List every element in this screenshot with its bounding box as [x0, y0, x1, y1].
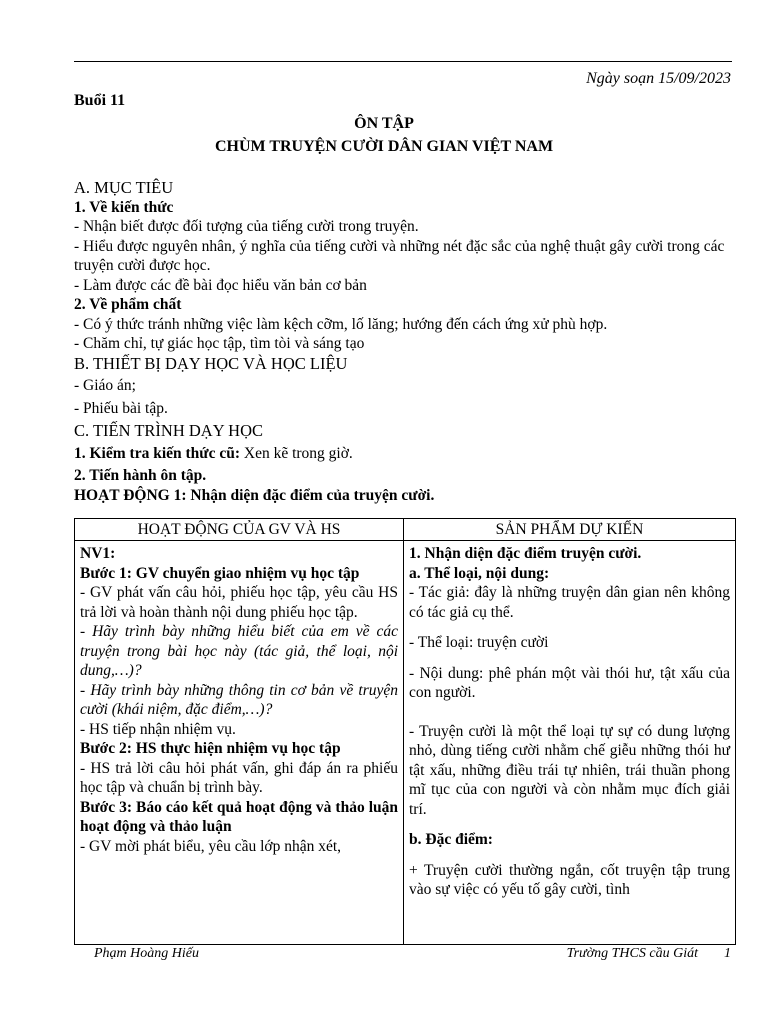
step-3-heading: Bước 3: Báo cáo kết quả hoạt động và thảo luận hoạt động và thảo luận [80, 798, 398, 835]
header-rule [74, 61, 732, 62]
step-1-text: - GV phát vấn câu hỏi, phiếu học tập, yêu cầu HS trả lời và hoàn thành nội dung phiếu học tập. [80, 584, 398, 621]
section-c-heading: C. TIẾN TRÌNH DẠY HỌC [74, 421, 263, 440]
product-cell [404, 541, 736, 945]
material-item: - Giáo án; [74, 377, 136, 394]
session-label: Buổi 11 [74, 92, 126, 109]
genre-text: - Thể loại: truyện cười [409, 634, 549, 651]
knowledge-item: - Hiểu được nguyên nhân, ý nghĩa của tiếng cười và những nét đặc sắc của nghệ thuật gây cười trong các truyện cười được học. [74, 237, 725, 274]
genre-content-heading: a. Thể loại, nội dung: [409, 564, 550, 582]
product-heading: 1. Nhận diện đặc điểm truyện cười. [409, 545, 642, 562]
quality-item: - Chăm chỉ, tự giác học tập, tìm tòi và sáng tạo [74, 335, 365, 352]
review-step-1-text: Xen kẽ trong giờ. [240, 444, 353, 462]
knowledge-item: - Làm được các đề bài đọc hiểu văn bản cơ bản [74, 276, 367, 294]
features-heading: b. Đặc điểm: [409, 831, 493, 848]
review-step-1 [74, 444, 734, 464]
author-text: - Tác giả: đây là những truyện dân gian nên không có tác giả cụ thể. [409, 584, 730, 621]
prep-date: Ngày soạn 15/09/2023 [586, 70, 731, 87]
table-row [75, 541, 736, 945]
quality-item: - Có ý thức tránh những việc làm kệch cỡm, lố lăng; hướng đến cách ứng xử phù hợp. [74, 315, 608, 333]
col-header-activity: HOẠT ĐỘNG CỦA GV VÀ HS [75, 519, 404, 541]
question-1: - Hãy trình bày những hiểu biết của em về các truyện trong bài học này (tác giả, thể loại, nội dung,…)? [80, 623, 398, 679]
task-label: NV1: [80, 545, 116, 562]
step-2-heading: Bước 2: HS thực hiện nhiệm vụ học tập [80, 740, 341, 757]
material-item: - Phiếu bài tập. [74, 399, 168, 417]
review-step-1-label: 1. Kiểm tra kiến thức cũ: [74, 444, 240, 462]
table-header-row [75, 519, 736, 541]
definition-text: - Truyện cười là một thể loại tự sự có dung lượng nhỏ, dùng tiếng cười nhằm chế giễu những thói hư tật xấu, những điều trái tự nhiên, trái thuần phong mĩ tục của con người và còn nhằm mục đích giải trí. [409, 722, 730, 818]
feature-text: + Truyện cười thường ngắn, cốt truyện tập trung vào sự việc có yếu tố gây cười, tình [409, 861, 730, 898]
activity-cell [75, 541, 404, 945]
step-2-text: - HS trả lời câu hỏi phát vấn, ghi đáp án ra phiếu học tập và chuẩn bị trình bày. [80, 759, 398, 796]
lesson-title: ÔN TẬP [354, 115, 414, 132]
section-a-heading: A. MỤC TIÊU [74, 178, 174, 197]
knowledge-heading: 1. Về kiến thức [74, 198, 174, 216]
footer-author: Phạm Hoàng Hiếu [94, 946, 199, 961]
step-3-text: - GV mời phát biểu, yêu cầu lớp nhận xét, [80, 837, 342, 855]
activity-heading: HOẠT ĐỘNG 1: Nhận diện đặc điểm của truyện cười. [74, 486, 435, 504]
question-2: - Hãy trình bày những thông tin cơ bản về truyện cười (khái niệm, đặc điểm,…)? [80, 681, 398, 718]
hs-receive-text: - HS tiếp nhận nhiệm vụ. [80, 720, 236, 738]
step-1-heading: Bước 1: GV chuyển giao nhiệm vụ học tập [80, 564, 360, 582]
lesson-subtitle: CHÙM TRUYỆN CƯỜI DÂN GIAN VIỆT NAM [214, 138, 554, 155]
col-header-product: SẢN PHẨM DỰ KIẾN [404, 519, 736, 541]
footer-right [567, 946, 731, 962]
document-body [74, 178, 734, 505]
knowledge-item: - Nhận biết được đối tượng của tiếng cười trong truyện. [74, 218, 419, 235]
content-text: - Nội dung: phê phán một vài thói hư, tật xấu của con người. [409, 664, 730, 701]
review-step-2: 2. Tiến hành ôn tập. [74, 467, 207, 484]
section-b-heading: B. THIẾT BỊ DẠY HỌC VÀ HỌC LIỆU [74, 353, 348, 373]
page-number: 1 [724, 946, 731, 961]
quality-heading: 2. Về phẩm chất [74, 296, 182, 313]
footer-school: Trường THCS cầu Giát [566, 946, 698, 961]
lesson-plan-table [74, 518, 736, 945]
